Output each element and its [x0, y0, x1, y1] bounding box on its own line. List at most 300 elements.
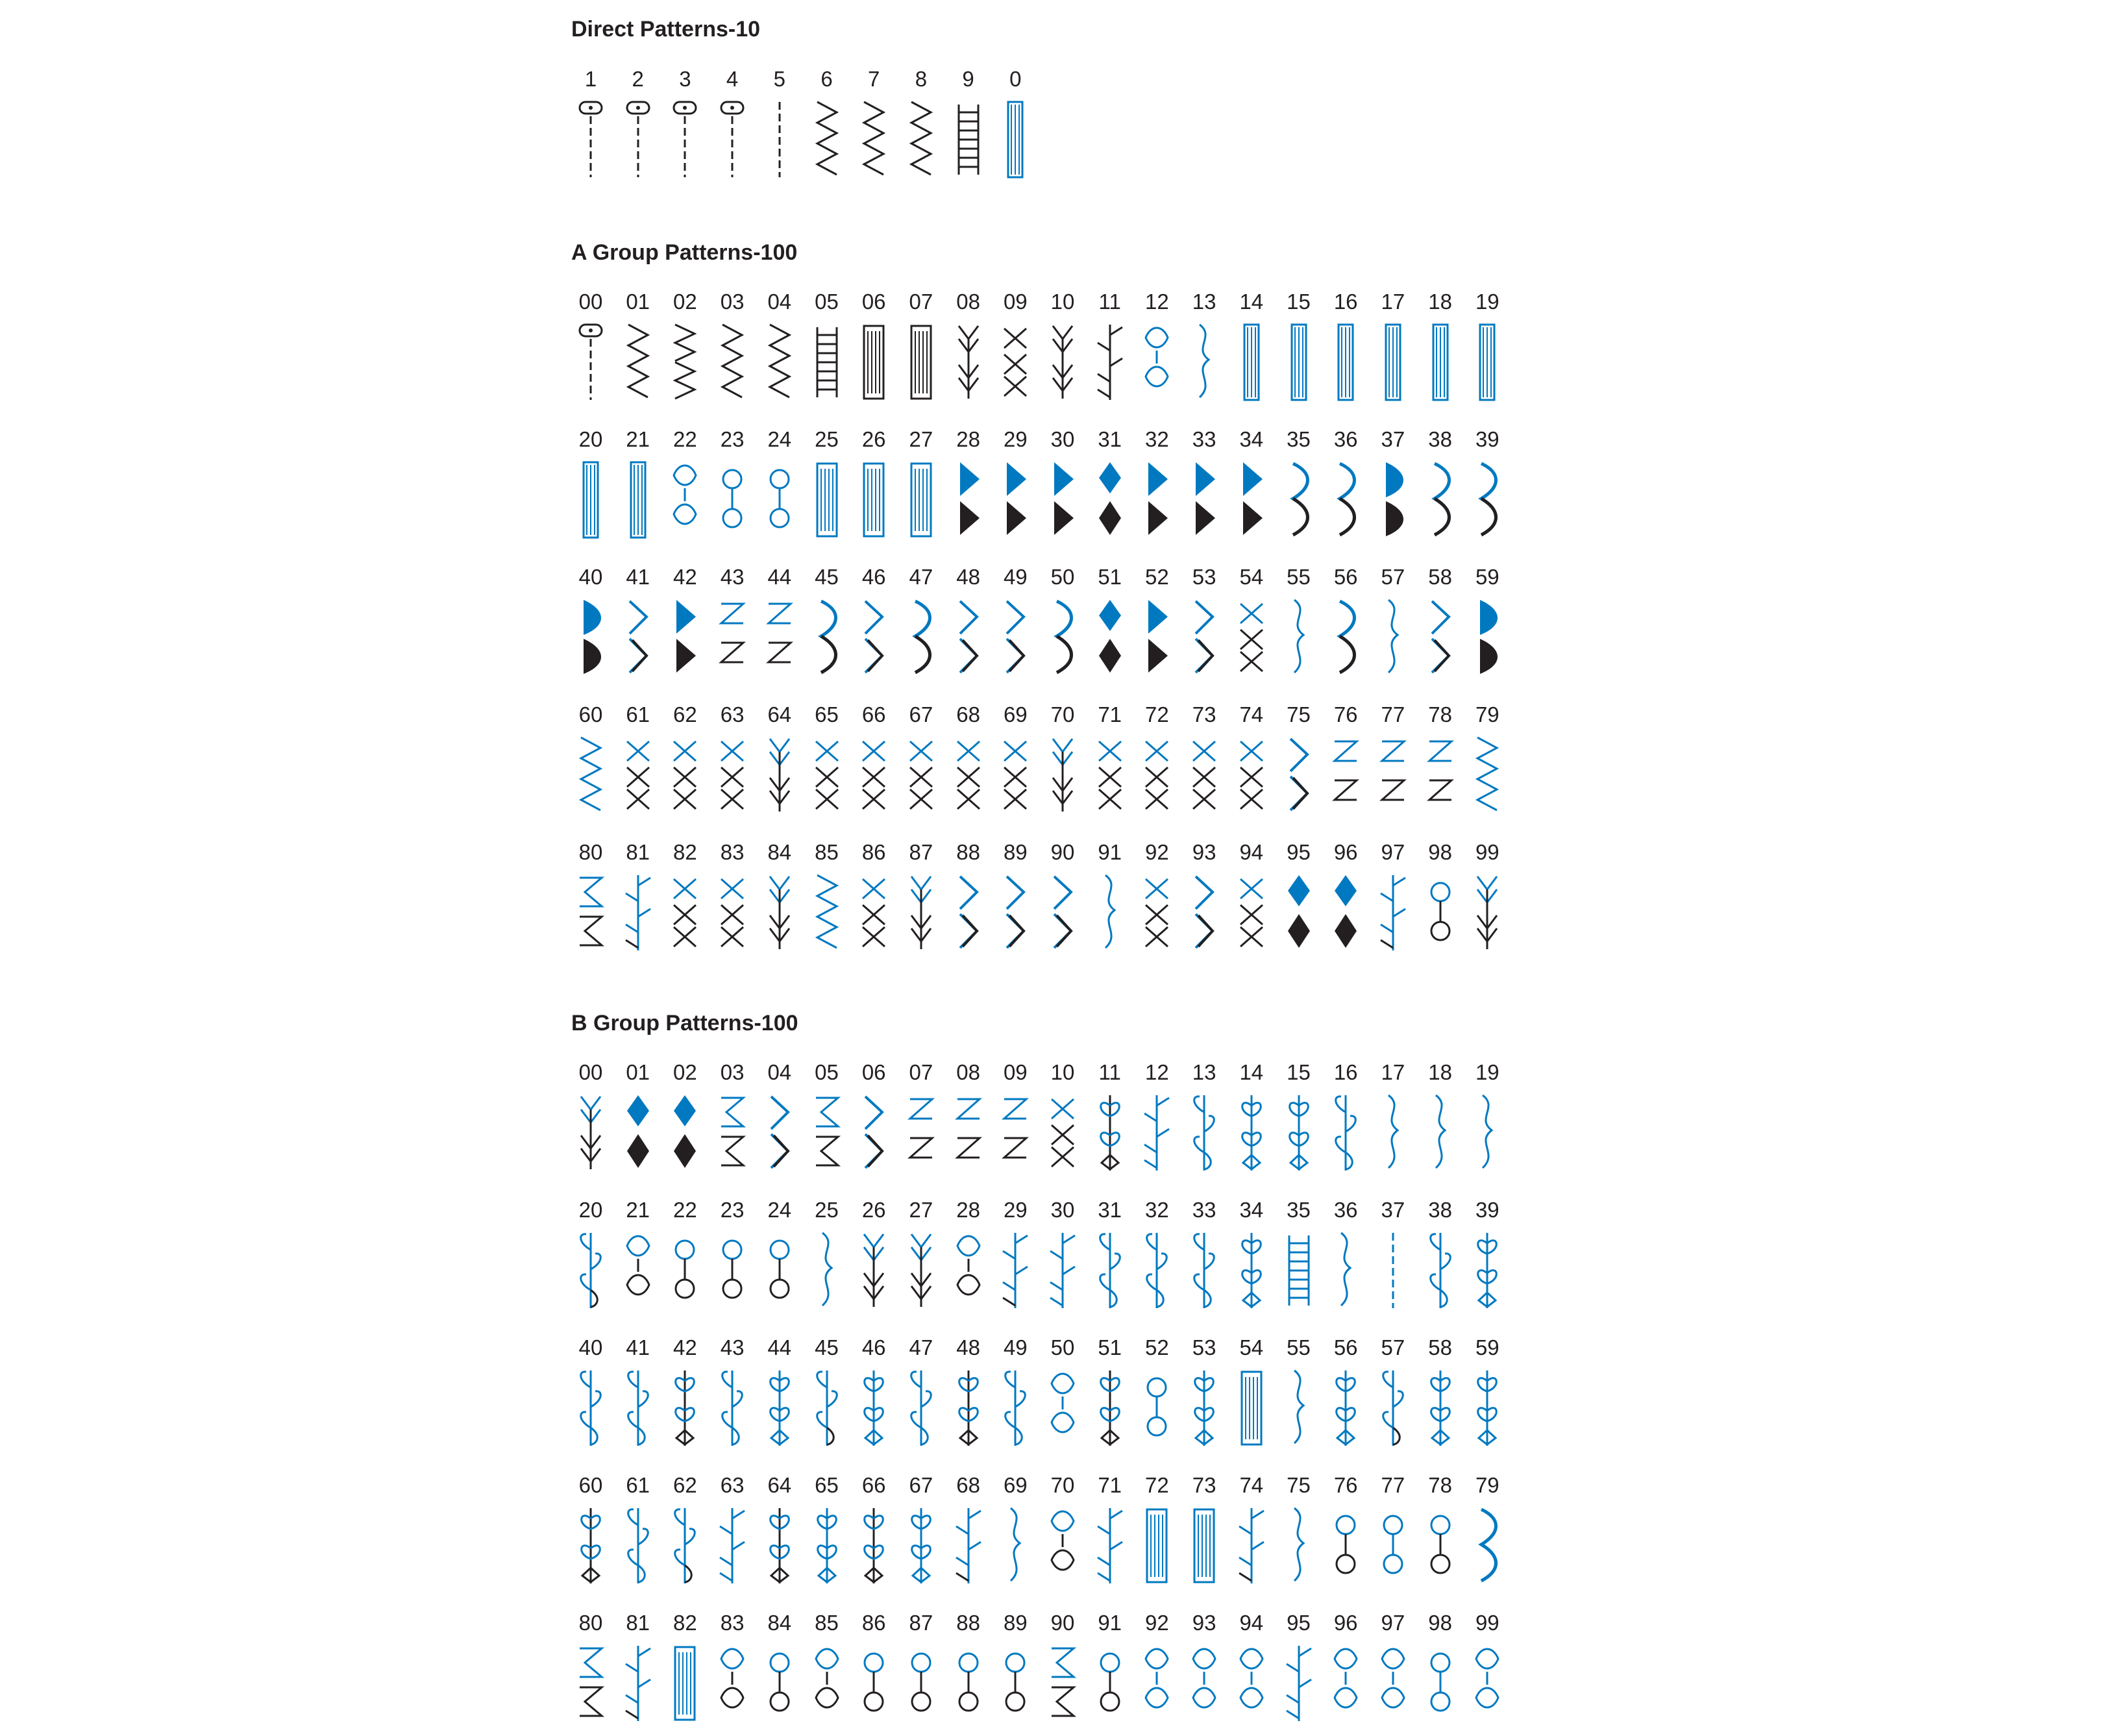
- group-a-pattern-88[interactable]: [944, 840, 993, 957]
- pattern-number: 52: [1145, 565, 1169, 589]
- group-a-pattern-78[interactable]: [1416, 702, 1464, 819]
- group-a-pattern-46[interactable]: [850, 565, 898, 682]
- group-b-pattern-11[interactable]: [1086, 1060, 1134, 1177]
- group-b-pattern-81[interactable]: [614, 1611, 662, 1728]
- direct-pattern-8[interactable]: [897, 67, 945, 184]
- pattern-number: 15: [1287, 290, 1311, 314]
- group-a-pattern-92[interactable]: [1133, 840, 1181, 957]
- direct-pattern-5[interactable]: [756, 67, 804, 184]
- group-a-pattern-09[interactable]: [991, 290, 1039, 406]
- group-a-pattern-15[interactable]: [1275, 290, 1323, 406]
- group-a-pattern-50[interactable]: [1039, 565, 1087, 682]
- group-b-pattern-97[interactable]: [1369, 1611, 1417, 1728]
- group-b-pattern-05[interactable]: [803, 1060, 851, 1177]
- group-b-pattern-57[interactable]: [1369, 1335, 1417, 1452]
- pattern-number: 25: [815, 1198, 839, 1222]
- group-b-pattern-78[interactable]: [1416, 1473, 1464, 1590]
- pattern-number: 8: [915, 67, 928, 91]
- group-b-pattern-29[interactable]: [991, 1198, 1039, 1315]
- group-b-pattern-28[interactable]: [944, 1198, 993, 1315]
- stitch-pattern-icon: [765, 1230, 795, 1311]
- group-a-pattern-60[interactable]: [567, 702, 615, 819]
- stitch-pattern-icon: [812, 460, 842, 540]
- group-b-pattern-58[interactable]: [1416, 1335, 1464, 1452]
- stitch-pattern-icon: [1048, 1643, 1078, 1724]
- group-b-pattern-93[interactable]: [1180, 1611, 1228, 1728]
- group-a-pattern-54[interactable]: [1228, 565, 1276, 682]
- group-b-pattern-18[interactable]: [1416, 1060, 1464, 1177]
- group-a-pattern-48[interactable]: [944, 565, 993, 682]
- group-b-pattern-62[interactable]: [661, 1473, 709, 1590]
- pattern-number: 64: [767, 702, 792, 726]
- group-a-pattern-12[interactable]: [1133, 290, 1181, 406]
- group-a-pattern-14[interactable]: [1228, 290, 1276, 406]
- group-a-pattern-05[interactable]: [803, 290, 851, 406]
- pattern-number: 91: [1098, 840, 1122, 864]
- group-a-pattern-39[interactable]: [1463, 427, 1511, 544]
- pattern-number: 87: [909, 1611, 933, 1635]
- pattern-number: 35: [1287, 1198, 1311, 1222]
- stitch-pattern-icon: [1472, 873, 1502, 953]
- group-a-pattern-94[interactable]: [1228, 840, 1276, 957]
- group-a-pattern-34[interactable]: [1228, 427, 1276, 544]
- group-a-pattern-18[interactable]: [1416, 290, 1464, 406]
- group-a-pattern-38[interactable]: [1416, 427, 1464, 544]
- group-a-pattern-55[interactable]: [1275, 565, 1323, 682]
- group-b-pattern-51[interactable]: [1086, 1335, 1134, 1452]
- group-a-pattern-58[interactable]: [1416, 565, 1464, 682]
- stitch-pattern-icon: [717, 1368, 747, 1448]
- stitch-pattern-icon: [1189, 873, 1219, 953]
- group-a-pattern-75[interactable]: [1275, 702, 1323, 819]
- stitch-pattern-icon: [906, 322, 936, 403]
- group-a-pattern-57[interactable]: [1369, 565, 1417, 682]
- pattern-number: 03: [720, 1060, 745, 1084]
- group-b-pattern-94[interactable]: [1228, 1611, 1276, 1728]
- group-a-pattern-23[interactable]: [708, 427, 756, 544]
- group-a-pattern-95[interactable]: [1275, 840, 1323, 957]
- group-a-pattern-97[interactable]: [1369, 840, 1417, 957]
- group-b-pattern-83[interactable]: [708, 1611, 756, 1728]
- group-a-pattern-86[interactable]: [850, 840, 898, 957]
- group-a-pattern-36[interactable]: [1322, 427, 1370, 544]
- group-b-pattern-10[interactable]: [1039, 1060, 1087, 1177]
- group-b-pattern-46[interactable]: [850, 1335, 898, 1452]
- group-b-pattern-95[interactable]: [1275, 1611, 1323, 1728]
- group-b-pattern-66[interactable]: [850, 1473, 898, 1590]
- group-b-pattern-41[interactable]: [614, 1335, 662, 1452]
- group-b-pattern-43[interactable]: [708, 1335, 756, 1452]
- group-a-pattern-89[interactable]: [991, 840, 1039, 957]
- group-b-pattern-20[interactable]: [567, 1198, 615, 1315]
- group-b-pattern-01[interactable]: [614, 1060, 662, 1177]
- pattern-number: 20: [578, 1198, 603, 1222]
- pattern-number: 46: [861, 1335, 886, 1359]
- stitch-pattern-icon: [1425, 597, 1455, 678]
- group-b-pattern-52[interactable]: [1133, 1335, 1181, 1452]
- group-a-pattern-68[interactable]: [944, 702, 993, 819]
- group-a-pattern-25[interactable]: [803, 427, 851, 544]
- stitch-pattern-icon: [670, 460, 700, 540]
- group-b-pattern-00[interactable]: [567, 1060, 615, 1177]
- group-b-pattern-16[interactable]: [1322, 1060, 1370, 1177]
- group-b-pattern-17[interactable]: [1369, 1060, 1417, 1177]
- group-a-pattern-85[interactable]: [803, 840, 851, 957]
- pattern-number: 74: [1239, 702, 1264, 726]
- group-a-pattern-24[interactable]: [756, 427, 804, 544]
- group-a-pattern-28[interactable]: [944, 427, 993, 544]
- group-a-pattern-45[interactable]: [803, 565, 851, 682]
- group-b-pattern-74[interactable]: [1228, 1473, 1276, 1590]
- group-b-pattern-08[interactable]: [944, 1060, 993, 1177]
- group-a-pattern-41[interactable]: [614, 565, 662, 682]
- group-a-pattern-47[interactable]: [897, 565, 945, 682]
- pattern-number: 90: [1050, 840, 1075, 864]
- group-a-pattern-35[interactable]: [1275, 427, 1323, 544]
- group-a-pattern-40[interactable]: [567, 565, 615, 682]
- group-a-pattern-93[interactable]: [1180, 840, 1228, 957]
- group-b-pattern-96[interactable]: [1322, 1611, 1370, 1728]
- group-b-pattern-90[interactable]: [1039, 1611, 1087, 1728]
- group-b-pattern-30[interactable]: [1039, 1198, 1087, 1315]
- group-a-pattern-87[interactable]: [897, 840, 945, 957]
- group-b-pattern-26[interactable]: [850, 1198, 898, 1315]
- pattern-number: 15: [1287, 1060, 1311, 1084]
- stitch-pattern-icon: [670, 99, 700, 180]
- group-b-pattern-22[interactable]: [661, 1198, 709, 1315]
- group-b-pattern-27[interactable]: [897, 1198, 945, 1315]
- group-b-pattern-12[interactable]: [1133, 1060, 1181, 1177]
- group-a-pattern-27[interactable]: [897, 427, 945, 544]
- group-a-pattern-70[interactable]: [1039, 702, 1087, 819]
- group-a-pattern-42[interactable]: [661, 565, 709, 682]
- group-b-pattern-64[interactable]: [756, 1473, 804, 1590]
- direct-pattern-6[interactable]: [803, 67, 851, 184]
- group-a-pattern-56[interactable]: [1322, 565, 1370, 682]
- group-a-pattern-63[interactable]: [708, 702, 756, 819]
- group-a-pattern-64[interactable]: [756, 702, 804, 819]
- group-b-pattern-54[interactable]: [1228, 1335, 1276, 1452]
- group-b-pattern-39[interactable]: [1463, 1198, 1511, 1315]
- group-a-pattern-53[interactable]: [1180, 565, 1228, 682]
- group-a-pattern-43[interactable]: [708, 565, 756, 682]
- group-a-pattern-21[interactable]: [614, 427, 662, 544]
- group-b-pattern-79[interactable]: [1463, 1473, 1511, 1590]
- group-b-pattern-24[interactable]: [756, 1198, 804, 1315]
- stitch-pattern-icon: [812, 99, 842, 180]
- group-a-pattern-17[interactable]: [1369, 290, 1417, 406]
- pattern-number: 95: [1287, 1611, 1311, 1635]
- group-a-pattern-22[interactable]: [661, 427, 709, 544]
- group-a-pattern-61[interactable]: [614, 702, 662, 819]
- pattern-number: 80: [578, 840, 603, 864]
- group-b-pattern-73[interactable]: [1180, 1473, 1228, 1590]
- group-b-pattern-89[interactable]: [991, 1611, 1039, 1728]
- pattern-number: 79: [1475, 702, 1499, 726]
- group-a-pattern-20[interactable]: [567, 427, 615, 544]
- group-a-pattern-01[interactable]: [614, 290, 662, 406]
- group-b-pattern-06[interactable]: [850, 1060, 898, 1177]
- group-b-pattern-31[interactable]: [1086, 1198, 1134, 1315]
- group-b-pattern-19[interactable]: [1463, 1060, 1511, 1177]
- direct-pattern-0[interactable]: [991, 67, 1039, 184]
- group-a-pattern-59[interactable]: [1463, 565, 1511, 682]
- stitch-pattern-icon: [1189, 460, 1219, 540]
- pattern-number: 88: [956, 1611, 980, 1635]
- stitch-pattern-icon: [1284, 873, 1314, 953]
- group-a-pattern-91[interactable]: [1086, 840, 1134, 957]
- group-a-pattern-84[interactable]: [756, 840, 804, 957]
- group-a-pattern-74[interactable]: [1228, 702, 1276, 819]
- stitch-pattern-icon: [717, 322, 747, 403]
- stitch-pattern-icon: [1378, 735, 1408, 815]
- pattern-number: 24: [767, 427, 792, 451]
- group-a-pattern-51[interactable]: [1086, 565, 1134, 682]
- group-b-pattern-48[interactable]: [944, 1335, 993, 1452]
- group-a-pattern-10[interactable]: [1039, 290, 1087, 406]
- pattern-number: 07: [909, 290, 933, 314]
- group-a-pattern-69[interactable]: [991, 702, 1039, 819]
- pattern-number: 67: [909, 702, 933, 726]
- pattern-number: 60: [578, 702, 603, 726]
- group-a-pattern-72[interactable]: [1133, 702, 1181, 819]
- direct-pattern-1[interactable]: [567, 67, 615, 184]
- group-a-pattern-90[interactable]: [1039, 840, 1087, 957]
- group-b-pattern-88[interactable]: [944, 1611, 993, 1728]
- stitch-pattern-icon: [954, 99, 983, 180]
- group-b-pattern-15[interactable]: [1275, 1060, 1323, 1177]
- pattern-number: 67: [909, 1473, 933, 1497]
- pattern-number: 23: [720, 427, 745, 451]
- stitch-pattern-icon: [1189, 322, 1219, 403]
- group-b-pattern-87[interactable]: [897, 1611, 945, 1728]
- direct-row: [567, 67, 1039, 184]
- group-b-pattern-59[interactable]: [1463, 1335, 1511, 1452]
- stitch-pattern-icon: [1425, 735, 1455, 815]
- group-b-pattern-25[interactable]: [803, 1198, 851, 1315]
- direct-pattern-9[interactable]: [944, 67, 993, 184]
- group-a-pattern-29[interactable]: [991, 427, 1039, 544]
- group-b-pattern-49[interactable]: [991, 1335, 1039, 1452]
- group-b-pattern-03[interactable]: [708, 1060, 756, 1177]
- group-b-pattern-85[interactable]: [803, 1611, 851, 1728]
- group-b-pattern-55[interactable]: [1275, 1335, 1323, 1452]
- pattern-number: 70: [1050, 1473, 1075, 1497]
- group-a-pattern-49[interactable]: [991, 565, 1039, 682]
- group-a-pattern-96[interactable]: [1322, 840, 1370, 957]
- stitch-pattern-icon: [906, 460, 936, 540]
- group-b-pattern-34[interactable]: [1228, 1198, 1276, 1315]
- group-b-pattern-33[interactable]: [1180, 1198, 1228, 1315]
- group-a-pattern-07[interactable]: [897, 290, 945, 406]
- group-a-pattern-11[interactable]: [1086, 290, 1134, 406]
- direct-pattern-7[interactable]: [850, 67, 898, 184]
- pattern-number: 85: [815, 840, 839, 864]
- stitch-pattern-icon: [1048, 873, 1078, 953]
- group-a-pattern-52[interactable]: [1133, 565, 1181, 682]
- stitch-pattern-icon: [717, 873, 747, 953]
- group-b-pattern-07[interactable]: [897, 1060, 945, 1177]
- stitch-pattern-icon: [859, 1230, 889, 1311]
- stitch-pattern-icon: [1378, 460, 1408, 540]
- pattern-number: 22: [673, 1198, 697, 1222]
- direct-pattern-2[interactable]: [614, 67, 662, 184]
- group-a-pattern-62[interactable]: [661, 702, 709, 819]
- stitch-pattern-icon: [1142, 597, 1172, 678]
- group-a-pattern-67[interactable]: [897, 702, 945, 819]
- stitch-pattern-icon: [1331, 1643, 1361, 1724]
- group-b-pattern-82[interactable]: [661, 1611, 709, 1728]
- direct-patterns-title: Direct Patterns-10: [571, 17, 761, 42]
- pattern-number: 53: [1192, 1335, 1216, 1359]
- pattern-number: 18: [1428, 1060, 1452, 1084]
- pattern-number: 82: [673, 840, 697, 864]
- pattern-number: 40: [578, 565, 603, 589]
- group-a-pattern-81[interactable]: [614, 840, 662, 957]
- group-a-pattern-13[interactable]: [1180, 290, 1228, 406]
- group-b-pattern-32[interactable]: [1133, 1198, 1181, 1315]
- group-a-pattern-31[interactable]: [1086, 427, 1134, 544]
- stitch-pattern-icon: [1142, 322, 1172, 403]
- pattern-number: 14: [1239, 290, 1264, 314]
- pattern-number: 13: [1192, 1060, 1216, 1084]
- group-b-pattern-70[interactable]: [1039, 1473, 1087, 1590]
- group-a-pattern-30[interactable]: [1039, 427, 1087, 544]
- stitch-pattern-icon: [1472, 597, 1502, 678]
- pattern-number: 61: [626, 1473, 650, 1497]
- group-a-pattern-44[interactable]: [756, 565, 804, 682]
- group-b-pattern-37[interactable]: [1369, 1198, 1417, 1315]
- group-b-pattern-69[interactable]: [991, 1473, 1039, 1590]
- group-b-pattern-40[interactable]: [567, 1335, 615, 1452]
- group-b-pattern-86[interactable]: [850, 1611, 898, 1728]
- group-a-pattern-73[interactable]: [1180, 702, 1228, 819]
- group-b-pattern-77[interactable]: [1369, 1473, 1417, 1590]
- group-b-pattern-36[interactable]: [1322, 1198, 1370, 1315]
- pattern-number: 57: [1381, 565, 1405, 589]
- group-b-pattern-56[interactable]: [1322, 1335, 1370, 1452]
- group-b-pattern-63[interactable]: [708, 1473, 756, 1590]
- group-b-pattern-53[interactable]: [1180, 1335, 1228, 1452]
- group-b-pattern-68[interactable]: [944, 1473, 993, 1590]
- pattern-number: 3: [679, 67, 691, 91]
- pattern-number: 94: [1239, 840, 1264, 864]
- group-b-pattern-91[interactable]: [1086, 1611, 1134, 1728]
- group-b-pattern-09[interactable]: [991, 1060, 1039, 1177]
- stitch-pattern-icon: [1237, 1230, 1266, 1311]
- group-a-pattern-83[interactable]: [708, 840, 756, 957]
- group-a-pattern-77[interactable]: [1369, 702, 1417, 819]
- group-b-pattern-14[interactable]: [1228, 1060, 1276, 1177]
- group-b-pattern-04[interactable]: [756, 1060, 804, 1177]
- group-a-pattern-08[interactable]: [944, 290, 993, 406]
- group-a-pattern-98[interactable]: [1416, 840, 1464, 957]
- stitch-pattern-icon: [1000, 1093, 1030, 1173]
- group-b-pattern-47[interactable]: [897, 1335, 945, 1452]
- group-b-pattern-61[interactable]: [614, 1473, 662, 1590]
- group-a-title: A Group Patterns-100: [571, 240, 798, 265]
- group-b-pattern-50[interactable]: [1039, 1335, 1087, 1452]
- group-a-pattern-76[interactable]: [1322, 702, 1370, 819]
- group-b-pattern-13[interactable]: [1180, 1060, 1228, 1177]
- pattern-number: 58: [1428, 565, 1452, 589]
- direct-pattern-3[interactable]: [661, 67, 709, 184]
- pattern-number: 33: [1192, 427, 1216, 451]
- group-b-pattern-38[interactable]: [1416, 1198, 1464, 1315]
- group-a-pattern-32[interactable]: [1133, 427, 1181, 544]
- group-b-pattern-21[interactable]: [614, 1198, 662, 1315]
- group-b-pattern-23[interactable]: [708, 1198, 756, 1315]
- direct-pattern-4[interactable]: [708, 67, 756, 184]
- group-a-pattern-06[interactable]: [850, 290, 898, 406]
- group-b-pattern-80[interactable]: [567, 1611, 615, 1728]
- group-b-pattern-65[interactable]: [803, 1473, 851, 1590]
- pattern-number: 54: [1239, 565, 1264, 589]
- stitch-pattern-icon: [1095, 873, 1125, 953]
- group-a-pattern-26[interactable]: [850, 427, 898, 544]
- group-a-row: [567, 840, 1511, 957]
- group-a-pattern-00[interactable]: [567, 290, 615, 406]
- stitch-pattern-icon: [717, 99, 747, 180]
- group-b-pattern-67[interactable]: [897, 1473, 945, 1590]
- group-b-pattern-02[interactable]: [661, 1060, 709, 1177]
- group-b-pattern-92[interactable]: [1133, 1611, 1181, 1728]
- group-a-pattern-66[interactable]: [850, 702, 898, 819]
- group-b-pattern-45[interactable]: [803, 1335, 851, 1452]
- stitch-pattern-icon: [1048, 1368, 1078, 1448]
- pattern-number: 34: [1239, 1198, 1264, 1222]
- group-b-pattern-99[interactable]: [1463, 1611, 1511, 1728]
- pattern-number: 57: [1381, 1335, 1405, 1359]
- pattern-number: 56: [1333, 1335, 1358, 1359]
- group-a-pattern-37[interactable]: [1369, 427, 1417, 544]
- group-b-pattern-98[interactable]: [1416, 1611, 1464, 1728]
- pattern-number: 11: [1098, 290, 1121, 314]
- group-b-row: [567, 1473, 1511, 1590]
- group-b-pattern-60[interactable]: [567, 1473, 615, 1590]
- group-a-pattern-79[interactable]: [1463, 702, 1511, 819]
- group-b-pattern-76[interactable]: [1322, 1473, 1370, 1590]
- group-b-pattern-44[interactable]: [756, 1335, 804, 1452]
- stitch-pattern-icon: [623, 99, 653, 180]
- group-a-pattern-65[interactable]: [803, 702, 851, 819]
- pattern-number: 69: [1003, 702, 1028, 726]
- group-a-pattern-03[interactable]: [708, 290, 756, 406]
- group-a-pattern-33[interactable]: [1180, 427, 1228, 544]
- group-a-pattern-80[interactable]: [567, 840, 615, 957]
- group-a-pattern-16[interactable]: [1322, 290, 1370, 406]
- group-a-pattern-02[interactable]: [661, 290, 709, 406]
- group-a-pattern-04[interactable]: [756, 290, 804, 406]
- group-b-pattern-35[interactable]: [1275, 1198, 1323, 1315]
- group-a-pattern-71[interactable]: [1086, 702, 1134, 819]
- group-a-pattern-82[interactable]: [661, 840, 709, 957]
- group-b-pattern-42[interactable]: [661, 1335, 709, 1452]
- pattern-number: 51: [1098, 565, 1122, 589]
- pattern-number: 53: [1192, 565, 1216, 589]
- group-a-pattern-19[interactable]: [1463, 290, 1511, 406]
- stitch-pattern-icon: [1237, 735, 1266, 815]
- group-b-pattern-72[interactable]: [1133, 1473, 1181, 1590]
- group-a-pattern-99[interactable]: [1463, 840, 1511, 957]
- stitch-pattern-icon: [1000, 873, 1030, 953]
- pattern-number: 13: [1192, 290, 1216, 314]
- stitch-pattern-icon: [1425, 873, 1455, 953]
- group-b-pattern-71[interactable]: [1086, 1473, 1134, 1590]
- group-b-pattern-84[interactable]: [756, 1611, 804, 1728]
- stitch-pattern-icon: [1284, 1093, 1314, 1173]
- group-b-pattern-75[interactable]: [1275, 1473, 1323, 1590]
